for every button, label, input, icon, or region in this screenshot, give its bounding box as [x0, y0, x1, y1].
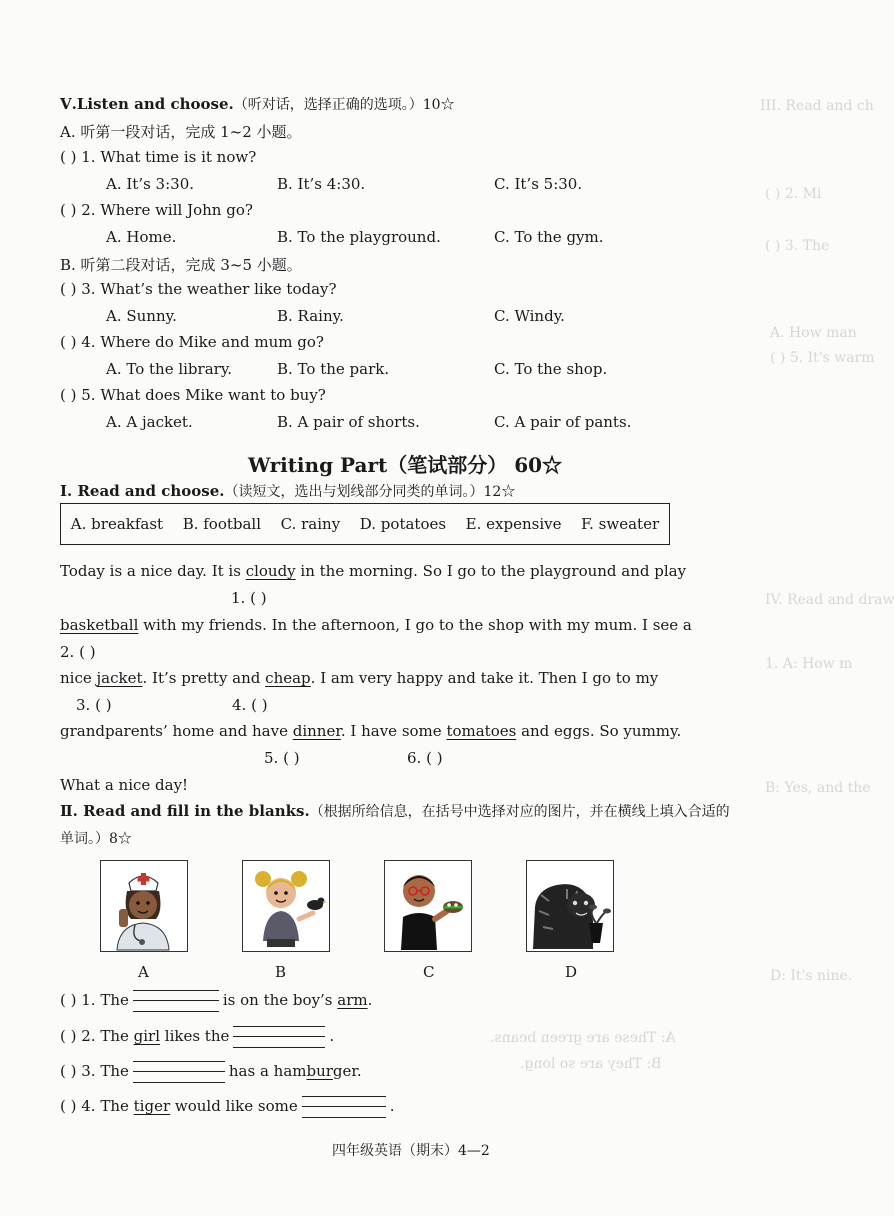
page-footer: 四年级英语（期末）4—2 — [332, 1143, 490, 1159]
answer-blank[interactable] — [133, 990, 219, 1012]
fill-item-3: ( ) 3. The has a hamburger. — [60, 1061, 362, 1083]
picture-label-d: D — [565, 963, 578, 981]
answer-blank[interactable] — [233, 1026, 325, 1048]
option-3a: A. Sunny. — [106, 307, 177, 325]
option-1a: A. It’s 3:30. — [106, 175, 195, 193]
option-4c: C. To the shop. — [494, 360, 608, 378]
bleed-text: 1. A: How m — [765, 656, 853, 672]
question-1: ( ) 1. What time is it now? — [60, 148, 257, 166]
answer-marker-1: 1. ( ) — [231, 589, 267, 607]
option-2b: B. To the playground. — [277, 228, 441, 246]
option-4a: A. To the library. — [106, 360, 233, 378]
answer-marker-6: 6. ( ) — [407, 749, 443, 767]
answer-blank[interactable] — [302, 1096, 386, 1118]
option-1c: C. It’s 5:30. — [494, 175, 583, 193]
passage-line-3: nice jacket. It’s pretty and cheap. I am very happy and take it. Then I go to my — [60, 669, 659, 687]
bleed-text: IV. Read and draw — [765, 592, 894, 608]
option-4b: B. To the park. — [277, 360, 390, 378]
question-2: ( ) 2. Where will John go? — [60, 201, 253, 219]
option-2a: A. Home. — [106, 228, 177, 246]
picture-c-boy-with-burger — [384, 860, 472, 952]
bleed-text: B: They are so long. — [520, 1056, 662, 1072]
word-option: D. potatoes — [359, 515, 447, 533]
word-option: F. sweater — [581, 515, 660, 533]
passage-line-1: Today is a nice day. It is cloudy in the morning. So I go to the playground and play — [60, 562, 687, 580]
answer-blank[interactable] — [133, 1061, 225, 1083]
word-options-box — [60, 503, 670, 545]
option-3b: B. Rainy. — [277, 307, 344, 325]
bleed-text: ( ) 2. Mi — [765, 186, 822, 202]
question-4: ( ) 4. Where do Mike and mum go? — [60, 333, 324, 351]
picture-label-c: C — [423, 963, 435, 981]
option-2c: C. To the gym. — [494, 228, 604, 246]
question-3: ( ) 3. What’s the weather like today? — [60, 280, 337, 298]
option-5c: C. A pair of pants. — [494, 413, 632, 431]
option-1b: B. It’s 4:30. — [277, 175, 366, 193]
fill-item-4: ( ) 4. The tiger would like some . — [60, 1096, 395, 1118]
writing-part-title: Writing Part（笔试部分） 60☆ — [248, 453, 563, 477]
picture-a-nurse — [100, 860, 188, 952]
bleed-text: D: It's nine. — [770, 968, 853, 984]
question-5: ( ) 5. What does Mike want to buy? — [60, 386, 326, 404]
word-option: C. rainy — [280, 515, 341, 533]
word-option: B. football — [182, 515, 262, 533]
option-5a: A. A jacket. — [106, 413, 193, 431]
listening-part-b: B. 听第二段对话，完成 3~5 小题。 — [60, 256, 302, 274]
passage-line-4: grandparents’ home and have dinner. I have some tomatoes and eggs. So yummy. — [60, 722, 682, 740]
listening-part-a: A. 听第一段对话，完成 1~2 小题。 — [60, 123, 302, 141]
fill-item-1: ( ) 1. The is on the boy’s arm. — [60, 990, 372, 1012]
bleed-text: III. Read and ch — [760, 98, 874, 114]
picture-label-b: B — [275, 963, 287, 981]
bleed-text: A. How man — [770, 325, 857, 341]
option-5b: B. A pair of shorts. — [277, 413, 420, 431]
word-option: A. breakfast — [70, 515, 164, 533]
option-3c: C. Windy. — [494, 307, 565, 325]
picture-d-tiger-with-plant — [526, 860, 614, 952]
answer-marker-5: 5. ( ) — [264, 749, 300, 767]
picture-label-a: A — [138, 963, 149, 981]
passage-line-2: basketball with my friends. In the afternoon, I go to the shop with my mum. I see a — [60, 616, 692, 634]
answer-marker-4: 4. ( ) — [232, 696, 268, 714]
fill-item-2: ( ) 2. The girl likes the . — [60, 1026, 334, 1048]
answer-marker-2: 2. ( ) — [60, 643, 96, 661]
bleed-text: A: These are green beans. — [490, 1030, 676, 1046]
answer-marker-3: 3. ( ) — [76, 696, 112, 714]
passage-line-5: What a nice day! — [60, 776, 189, 794]
word-option: E. expensive — [465, 515, 562, 533]
listening-heading: Ⅴ.Listen and choose.（听对话，选择正确的选项。）10☆ — [60, 95, 455, 113]
picture-b-girl-with-bird — [242, 860, 330, 952]
bleed-text: ( ) 5. It's warm — [770, 350, 875, 366]
section-2-heading-cont: 单词。）8☆ — [60, 831, 132, 847]
section-1-heading: Ⅰ. Read and choose.（读短文，选出与划线部分同类的单词。）12☆ — [60, 482, 516, 500]
bleed-text: ( ) 3. The — [765, 238, 830, 254]
bleed-text: B: Yes, and the — [765, 780, 871, 796]
section-2-heading: Ⅱ. Read and fill in the blanks.（根据所给信息，在括号中选择对应的图片，并在横线上填入合适的 — [60, 802, 730, 820]
